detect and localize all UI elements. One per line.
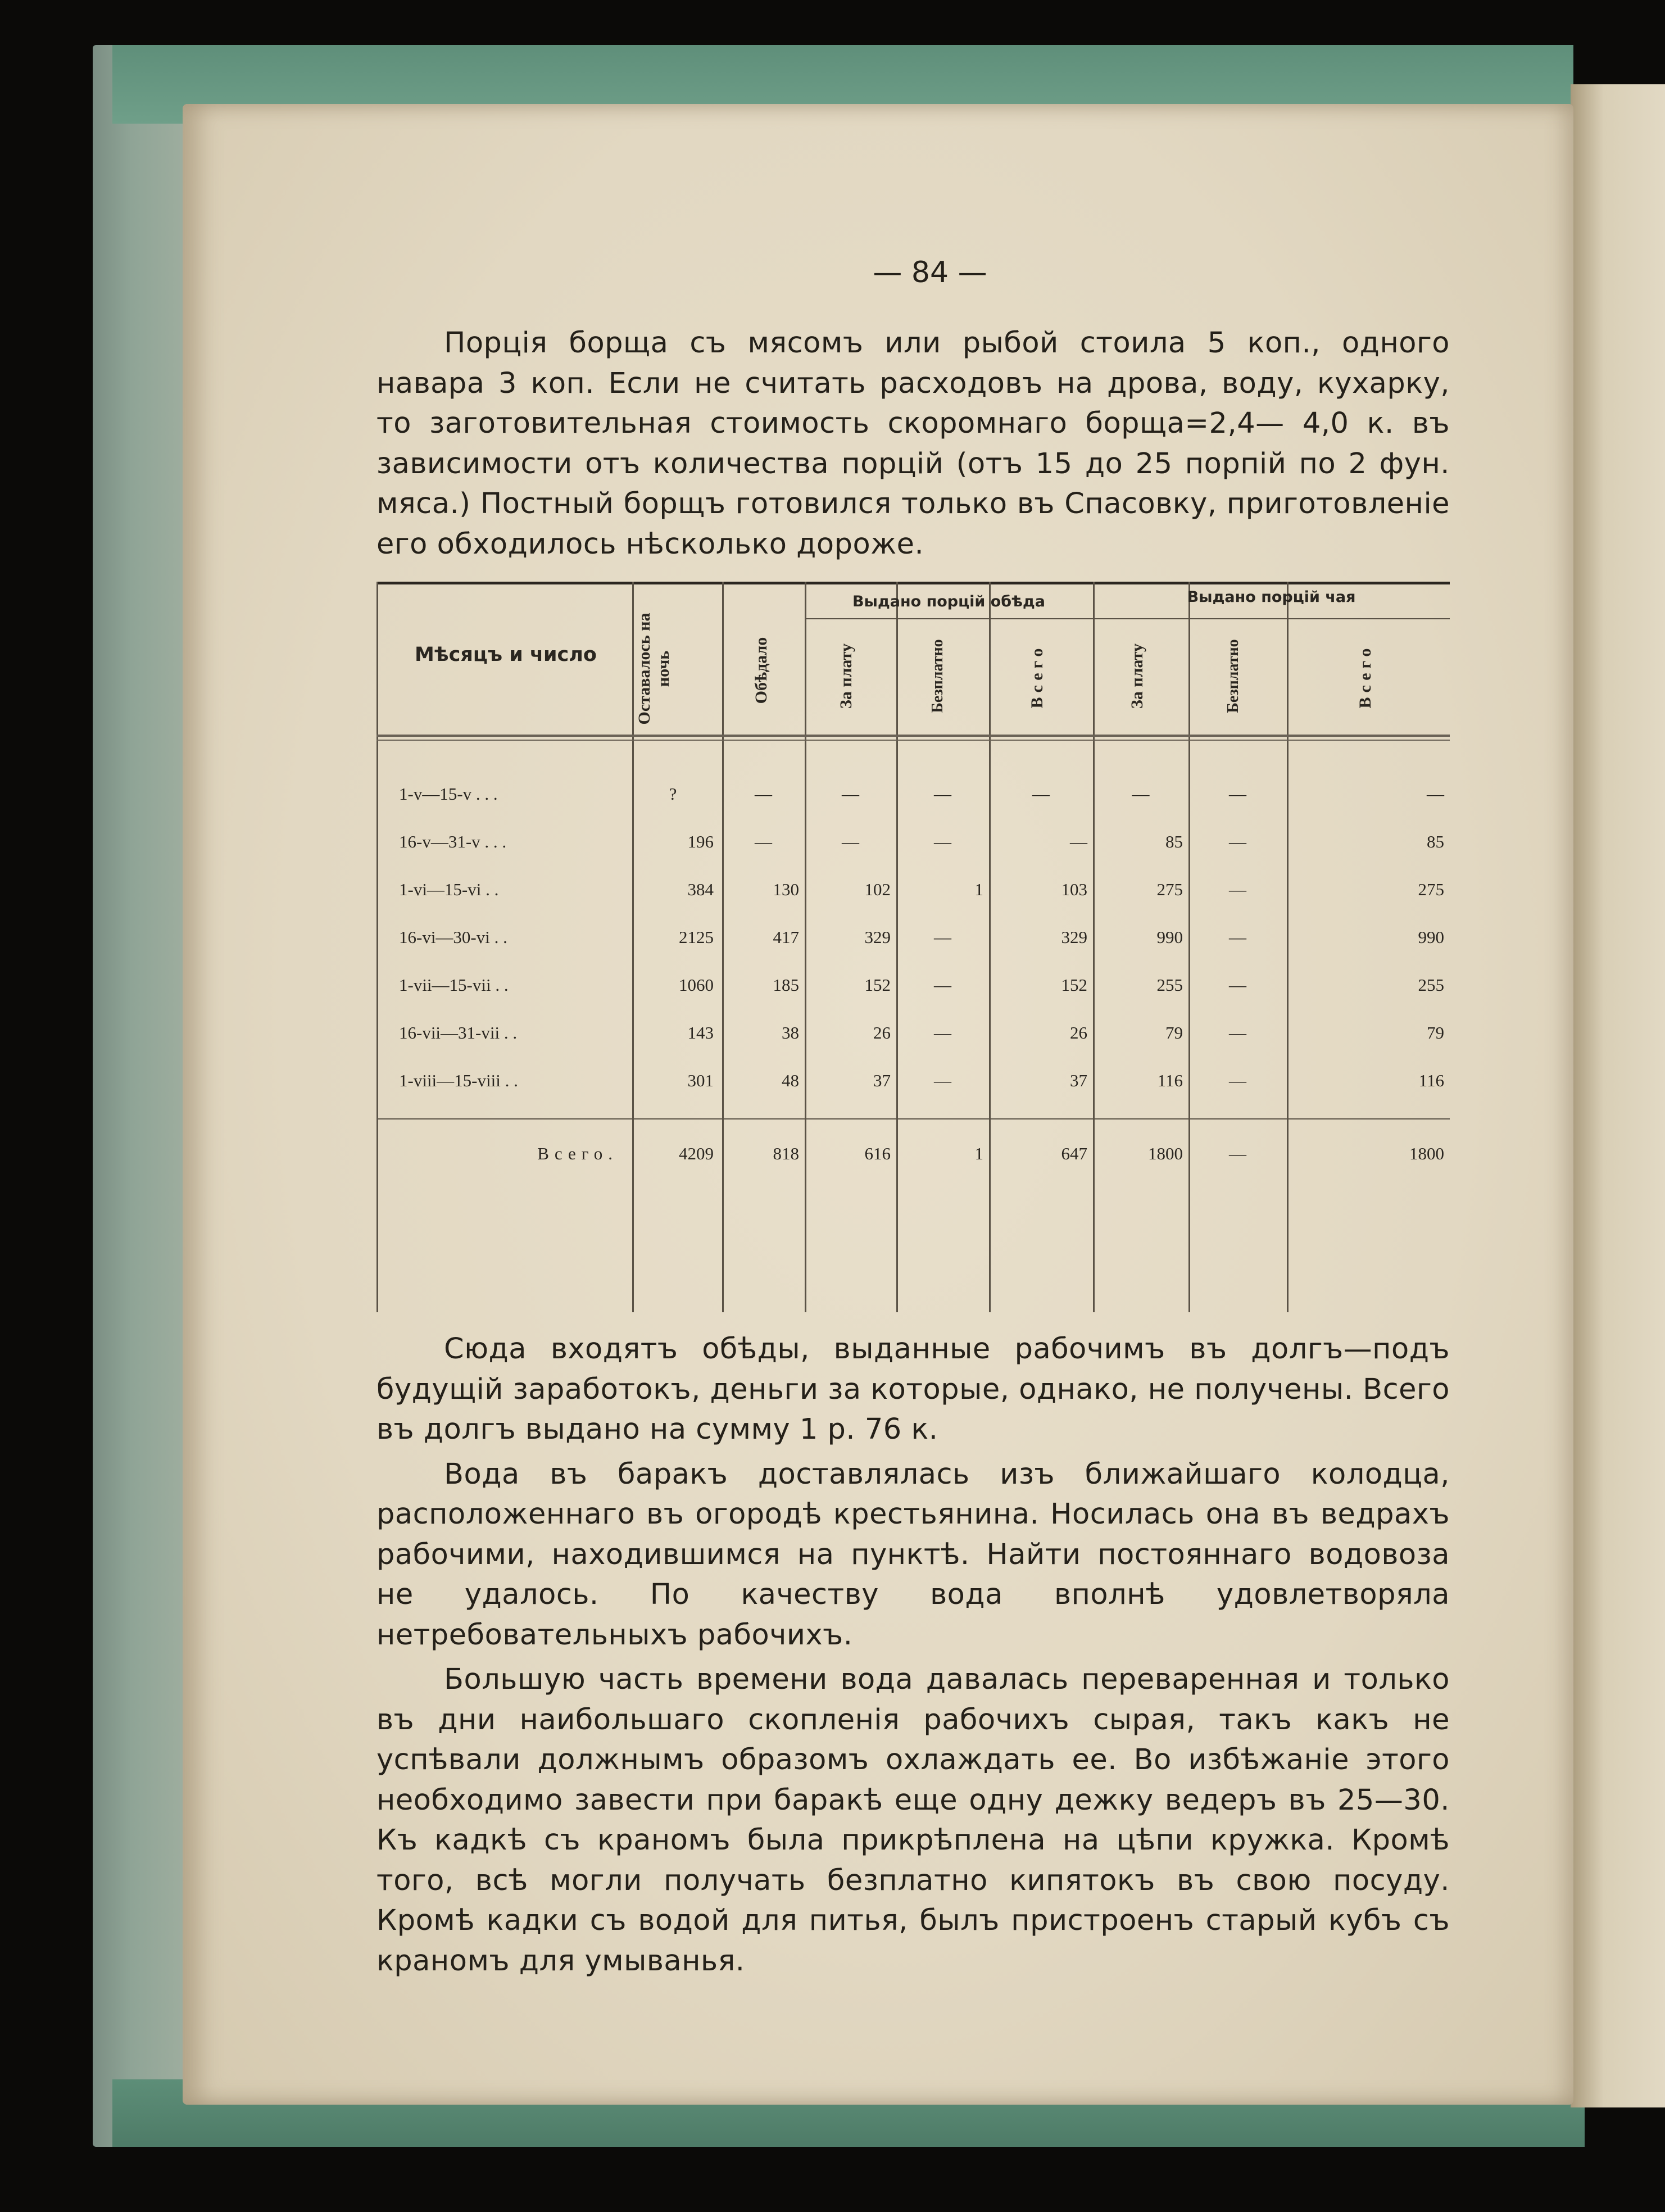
cell-total-label: Всего. [537, 1144, 618, 1163]
cell-tea-paid: 275 [1156, 880, 1183, 899]
header-group-tea: Выдано порцiй чая [1187, 588, 1356, 606]
cell-tea-free: — [1229, 784, 1246, 804]
paragraph: Большую часть времени вода давалась переваренная и только въ дни наибольшаго скопленiя рабочихъ сырая, такъ какъ не успѣвали должнымъ образомъ охлаждать ее. Во избѣжанiе этого необходимо завести при баракѣ еще одну дежку ведеръ въ 25—30. Къ кадкѣ съ краномъ была прикрѣплена на цѣпи кружка. Кромѣ того, всѣ могли получать безплатно кипятокъ въ свою посуду. Кромѣ кадки съ водой для питья, былъ пристроенъ старый кубъ съ краномъ для умыванья. [376, 1663, 1450, 1978]
cell-lunch-total: 26 [1070, 1023, 1087, 1042]
header-month: Мѣсяцъ и число [415, 643, 597, 666]
cell-date: 1-vi—15-vi . . [399, 880, 499, 899]
cell-dined: 818 [773, 1144, 799, 1163]
cell-tea-total: 255 [1418, 975, 1444, 995]
cell-lunch-paid: — [842, 784, 859, 804]
cell-tea-free: — [1229, 1071, 1246, 1090]
cell-tea-free: — [1229, 880, 1246, 899]
cell-left-night: 1060 [679, 975, 714, 995]
table-row [376, 975, 1450, 1009]
cell-dined: 185 [773, 975, 799, 995]
paragraph: Порцiя борща съ мясомъ или рыбой стоила 5 коп., одного навара 3 коп. Если не считать расходовъ на дрова, воду, кухарку, то заготовительная стоимость скоромнаго борща=2,4— 4,0 к. въ зависимости отъ количества порцiй (отъ 15 до 25 порпiй по 2 фун. мяса.) Постный борщъ готовился только въ Спасовку, приготовленiе его обходилось нѣсколько дороже. [376, 327, 1450, 561]
cell-lunch-total: 152 [1061, 975, 1087, 995]
cell-date: 16-vi—30-vi . . [399, 927, 507, 947]
cell-tea-total: 116 [1418, 1071, 1444, 1090]
header-tea-free: Безплатно [1224, 639, 1242, 713]
header-dined: Обѣдало [752, 637, 770, 704]
cell-date: 16-v—31-v . . . [399, 832, 507, 851]
cell-date: 1-vii—15-vii . . [399, 975, 509, 995]
paragraph: Вода въ баракъ доставлялась изъ ближайшаго колодца, расположеннаго въ огородѣ крестьянина. Носилась она въ ведрахъ рабочими, находившимся на пунктѣ. Найти постояннаго водовоза не удалось. По качеству вода вполнѣ удовлетворяла нетребовательныхъ рабочихъ. [376, 1457, 1450, 1652]
book-page [183, 104, 1573, 2105]
cell-lunch-free: 1 [974, 880, 983, 899]
cell-left-night: 2125 [679, 927, 714, 947]
cell-tea-total: — [1427, 784, 1444, 804]
cell-lunch-total: — [1070, 832, 1087, 851]
table-row [376, 832, 1450, 865]
cell-dined: 48 [782, 1071, 799, 1090]
header-rule [376, 735, 1450, 737]
table-top-rule [376, 582, 1450, 584]
cell-tea-paid: 79 [1165, 1023, 1183, 1042]
cell-left-night: 384 [687, 880, 714, 899]
table-row [376, 880, 1450, 913]
cell-tea-free: — [1229, 832, 1246, 851]
header-rule-thin [376, 740, 1450, 741]
cell-left-night: 196 [687, 832, 714, 851]
table-row [376, 1071, 1450, 1104]
cell-tea-paid: — [1132, 784, 1150, 804]
cell-tea-paid: 1800 [1148, 1144, 1183, 1163]
cell-lunch-free: — [934, 975, 951, 995]
cell-tea-total: 79 [1427, 1023, 1444, 1042]
cell-tea-total: 275 [1418, 880, 1444, 899]
cell-lunch-paid: 616 [864, 1144, 891, 1163]
cell-lunch-paid: 26 [873, 1023, 891, 1042]
cell-tea-paid: 255 [1156, 975, 1183, 995]
cell-lunch-total: 103 [1061, 880, 1087, 899]
header-lunch-total: Всего [1028, 643, 1046, 709]
cell-lunch-free: — [934, 927, 951, 947]
cell-lunch-total: 647 [1061, 1144, 1087, 1163]
cell-lunch-free: — [934, 832, 951, 851]
cell-tea-total: 1800 [1409, 1144, 1444, 1163]
cell-dined: — [755, 784, 772, 804]
cell-lunch-total: 329 [1061, 927, 1087, 947]
cell-dined: 38 [782, 1023, 799, 1042]
cell-lunch-paid: 329 [864, 927, 891, 947]
data-table [376, 582, 1450, 1318]
cell-left-night: 4209 [679, 1144, 714, 1163]
cell-lunch-free: 1 [974, 1144, 983, 1163]
cell-left-night: 301 [687, 1071, 714, 1090]
cell-date: 16-vii—31-vii . . [399, 1023, 518, 1042]
cell-lunch-paid: 152 [864, 975, 891, 995]
cell-dined: 130 [773, 880, 799, 899]
header-lunch-free: Безплатно [929, 639, 946, 713]
cell-tea-free: — [1229, 1144, 1246, 1163]
cell-tea-paid: 85 [1165, 832, 1183, 851]
table-row [376, 1023, 1450, 1057]
book-cover-left-edge [93, 45, 188, 2147]
cell-lunch-free: — [934, 1071, 951, 1090]
cell-left-night: 143 [687, 1023, 714, 1042]
cell-lunch-paid: 37 [873, 1071, 891, 1090]
cell-lunch-total: 37 [1070, 1071, 1087, 1090]
table-total-row [376, 1144, 1450, 1177]
cell-tea-free: — [1229, 1023, 1246, 1042]
header-lunch-paid: За плату [837, 643, 855, 709]
header-left-night: Оставалось на ночь [635, 613, 673, 725]
cell-tea-total: 85 [1427, 832, 1444, 851]
cell-lunch-free: — [934, 784, 951, 804]
facing-page-edge [1571, 84, 1665, 2107]
header-tea-total: Всего [1356, 643, 1374, 709]
header-tea-paid: За плату [1128, 643, 1146, 709]
cell-lunch-free: — [934, 1023, 951, 1042]
cell-date: 1-v—15-v . . . [399, 784, 498, 804]
cell-lunch-total: — [1032, 784, 1050, 804]
paragraph: Сюда входятъ обѣды, выданные рабочимъ въ долгъ—подъ будущiй заработокъ, деньги за которые, однако, не получены. Всего въ долгъ выдано на сумму 1 р. 76 к. [376, 1332, 1450, 1446]
table-row [376, 927, 1450, 961]
cell-tea-free: — [1229, 927, 1246, 947]
cell-lunch-paid: 102 [864, 880, 891, 899]
page-number: — 84 — [873, 256, 987, 289]
header-group-lunch: Выдано порцiй обѣда [852, 593, 1046, 610]
cell-date: 1-viii—15-viii . . [399, 1071, 518, 1090]
cell-tea-total: 990 [1418, 927, 1444, 947]
cell-left-night: ? [669, 784, 677, 804]
cell-tea-free: — [1229, 975, 1246, 995]
cell-dined: — [755, 832, 772, 851]
paragraph-top [376, 323, 1450, 564]
table-row [376, 784, 1450, 818]
cell-lunch-paid: — [842, 832, 859, 851]
total-rule [376, 1118, 1450, 1119]
cell-tea-paid: 990 [1156, 927, 1183, 947]
cell-tea-paid: 116 [1157, 1071, 1183, 1090]
cell-dined: 417 [773, 927, 799, 947]
paragraphs-bottom [376, 1329, 1450, 1981]
